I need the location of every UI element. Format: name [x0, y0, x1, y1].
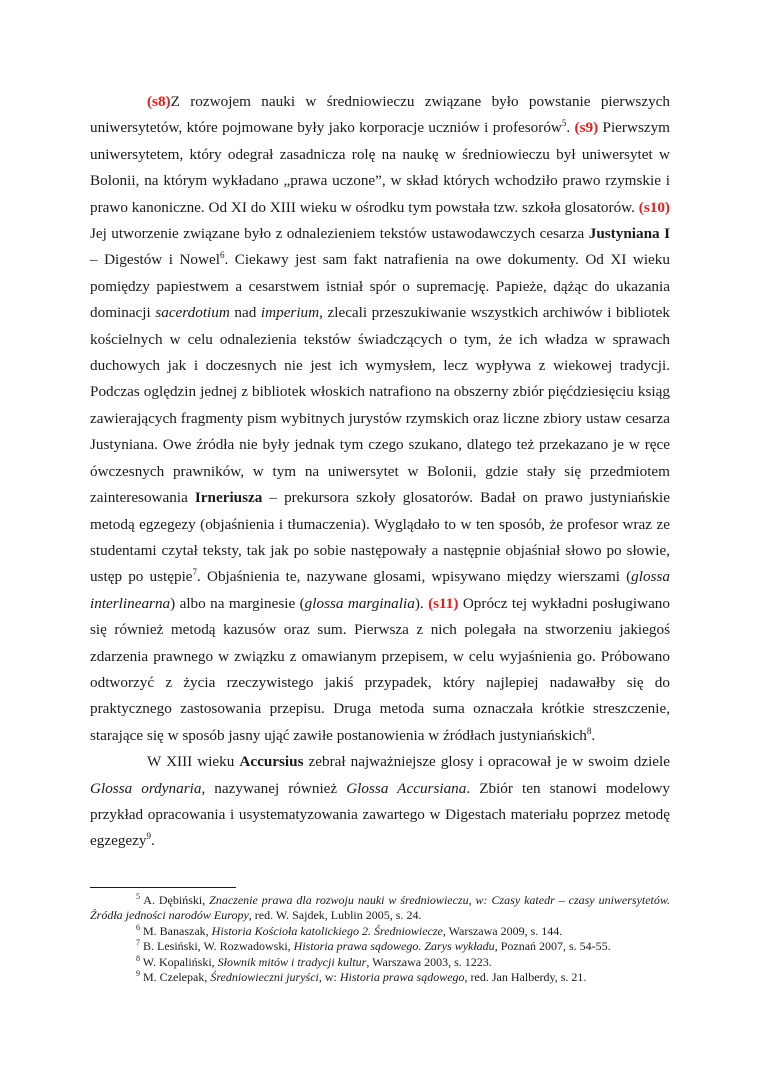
paragraph-1 [90, 89, 670, 749]
body-text [90, 89, 670, 855]
text-run: A. Dębiński, [140, 893, 210, 907]
text-run: , Poznań 2007, s. 54-55. [494, 939, 611, 954]
text-run: . Objaśnienia te, nazywane glosami, wpisywano między wierszami ( [197, 568, 632, 586]
text-run: ). [414, 594, 429, 612]
footnote-ref-9[interactable]: 9 [146, 831, 151, 842]
text-run: B. Lesiński, W. Rozwadowski, [140, 939, 294, 954]
text-run: M. Banaszak, [140, 923, 212, 938]
text-run: – Digestów i Nowel [90, 251, 220, 269]
slide-marker-s8: (s8) [147, 93, 171, 110]
footnote-ref-8[interactable]: 8 [586, 725, 592, 736]
text-run: . [151, 832, 155, 850]
bold-term-irnerius: Irneriusza [194, 489, 263, 507]
text-run: , Warszawa 2009, s. 144. [442, 923, 563, 938]
text-run: Jej utworzenie związane było z odnalezieniem tekstów ustawodawczych cesarza [90, 225, 589, 243]
footnote-separator [90, 887, 236, 888]
text-run: M. Czelepak, [140, 970, 211, 985]
text-run: , nazywanej również [201, 779, 347, 797]
text-run: Oprócz tej wykładni posługiwano się również metodą kazusów oraz sum. Pierwsza z nich polegała na stworzeniu jakiegoś zdarzenia prawnego w związku z omawianym przepisem, w celu wyjaśnienia go. Próbowano odtworzyć z życia rzeczywistego jakiś przypadek, który najlepiej nadawałby się do praktycznego zastosowania przepisu. Druga metoda suma oznaczała krótkie streszczenie, starające się w sposób jasny ująć zawiłe postanowienia w źródłach justyniańskich [90, 594, 670, 744]
text-run: . Ciekawy jest sam fakt natrafienia na owe dokumenty. Od XI wieku pomiędzy papiestwem a cesarstwem istniał spór o supremację. Papieże, dążąc do ukazania dominacji [90, 251, 670, 322]
text-run: ) albo na marginesie ( [170, 594, 305, 612]
footnote-title: Historia prawa sądowego [339, 970, 465, 985]
footnote-8 [90, 955, 670, 970]
footnote-title: Średniowieczni juryści [210, 970, 319, 985]
italic-term: imperium [260, 304, 320, 322]
text-run: , Warszawa 2003, s. 1223. [366, 954, 492, 969]
footnote-number: 8 [136, 953, 140, 963]
paragraph-2 [90, 749, 670, 855]
footnote-number: 5 [136, 892, 140, 901]
text-run: , red. Jan Halberdy, s. 21. [464, 970, 587, 985]
footnote-number: 7 [136, 938, 140, 948]
italic-term: Glossa ordynaria [90, 779, 202, 797]
footnote-title: Historia prawa sądowego. Zarys wykładu [293, 939, 495, 954]
bold-term-accursius: Accursius [239, 753, 304, 771]
footnote-number: 9 [136, 969, 140, 979]
text-run: . Zbiór ten stanowi modelowy przykład opracowania i usystematyzowania zawartego w Digestach materiału poprzez metodę egzegezy [90, 779, 670, 850]
text-run: Z rozwojem nauki w średniowieczu związane było powstanie pierwszych uniwersytetów, które pojmowane były jako korporacje uczniów i profesorów [90, 93, 670, 137]
bold-term-justinian: Justyniana I [588, 225, 670, 243]
text-run: . [566, 119, 575, 137]
footnote-ref-7[interactable]: 7 [192, 567, 198, 578]
text-run: nad [229, 304, 261, 322]
text-run: , red. W. Sajdek, Lublin 2005, s. 24. [248, 908, 422, 923]
footnote-7 [90, 939, 670, 954]
italic-term: glossa marginalia [304, 594, 415, 612]
footnote-title: Znaczenie prawa dla rozwoju nauki w średniowieczu, w: Czasy katedr – czasy uniwersytetów. Źródła jedności narodów Europy [90, 893, 671, 923]
slide-marker-s9: (s9) [574, 119, 599, 137]
footnote-5 [90, 893, 670, 924]
italic-term: Glossa Accursiana [346, 779, 467, 797]
text-run: – prekursora szkoły glosatorów. Badał on prawo justyniańskie metodą egzegezy (objaśnienia i tłumaczenia). Wyglądało to w ten sposób, że profesor wraz ze studentami czytał teksty, tak jak po sobie następowały a następnie objaśniał słowo po słowie, ustęp po ustępie [90, 489, 670, 586]
footnote-ref-5[interactable]: 5 [561, 118, 567, 129]
footnotes [90, 893, 670, 985]
text-run: W. Kopaliński, [140, 954, 218, 969]
text-run: . [591, 726, 596, 744]
text-run: W XIII wieku [147, 753, 240, 771]
footnote-9 [90, 970, 670, 985]
text-run: Pierwszym uniwersytetem, który odegrał zasadnicza rolę na naukę w średniowieczu był uniwersytet w Bolonii, na którym wykładano „prawa uczone”, w skład których wchodziło prawo rzymskie i prawo kanoniczne. Od XI do XIII wieku w ośrodku tym powstała tzw. szkoła glosatorów. [90, 119, 670, 216]
footnote-number: 6 [136, 922, 140, 932]
footnote-title: Słownik mitów i tradycji kultur [217, 954, 367, 969]
text-run: zebrał najważniejsze glosy i opracował je w swoim dziele [303, 753, 670, 771]
text-run: , zlecali przeszukiwanie wszystkich archiwów i bibliotek kościelnych w celu odnalezienia tekstów świadczących o tym, że ich władza w sprawach duchowych jak i doczesnych nie jest ich wymysłem, lecz wypływa z wiekowej tradycji. Podczas oględzin jednej z bibliotek włoskich natrafiono na obszerny zbiór pięćdziesięciu ksiąg zawierających fragmenty pism wybitnych jurystów rzymskich oraz liczne zbiory ustaw cesarza Justyniana. Owe źródła nie były jednak tym czego szukano, dlatego też przekazano je w ręce ówczesnych prawników, w tym na uniwersytet w Bolonii, gdzie stały się przedmiotem zainteresowania [90, 304, 670, 507]
footnote-ref-6[interactable]: 6 [219, 250, 225, 261]
text-run: , w: [318, 970, 340, 985]
slide-marker-s10: (s10) [638, 198, 670, 216]
footnote-title: Historia Kościoła katolickiego 2. Średniowiecze [211, 923, 443, 938]
italic-term: sacerdotium [155, 304, 230, 322]
italic-term: glossa interlinearna [90, 568, 670, 612]
slide-marker-s11: (s11) [428, 594, 459, 612]
footnote-6 [90, 924, 670, 939]
